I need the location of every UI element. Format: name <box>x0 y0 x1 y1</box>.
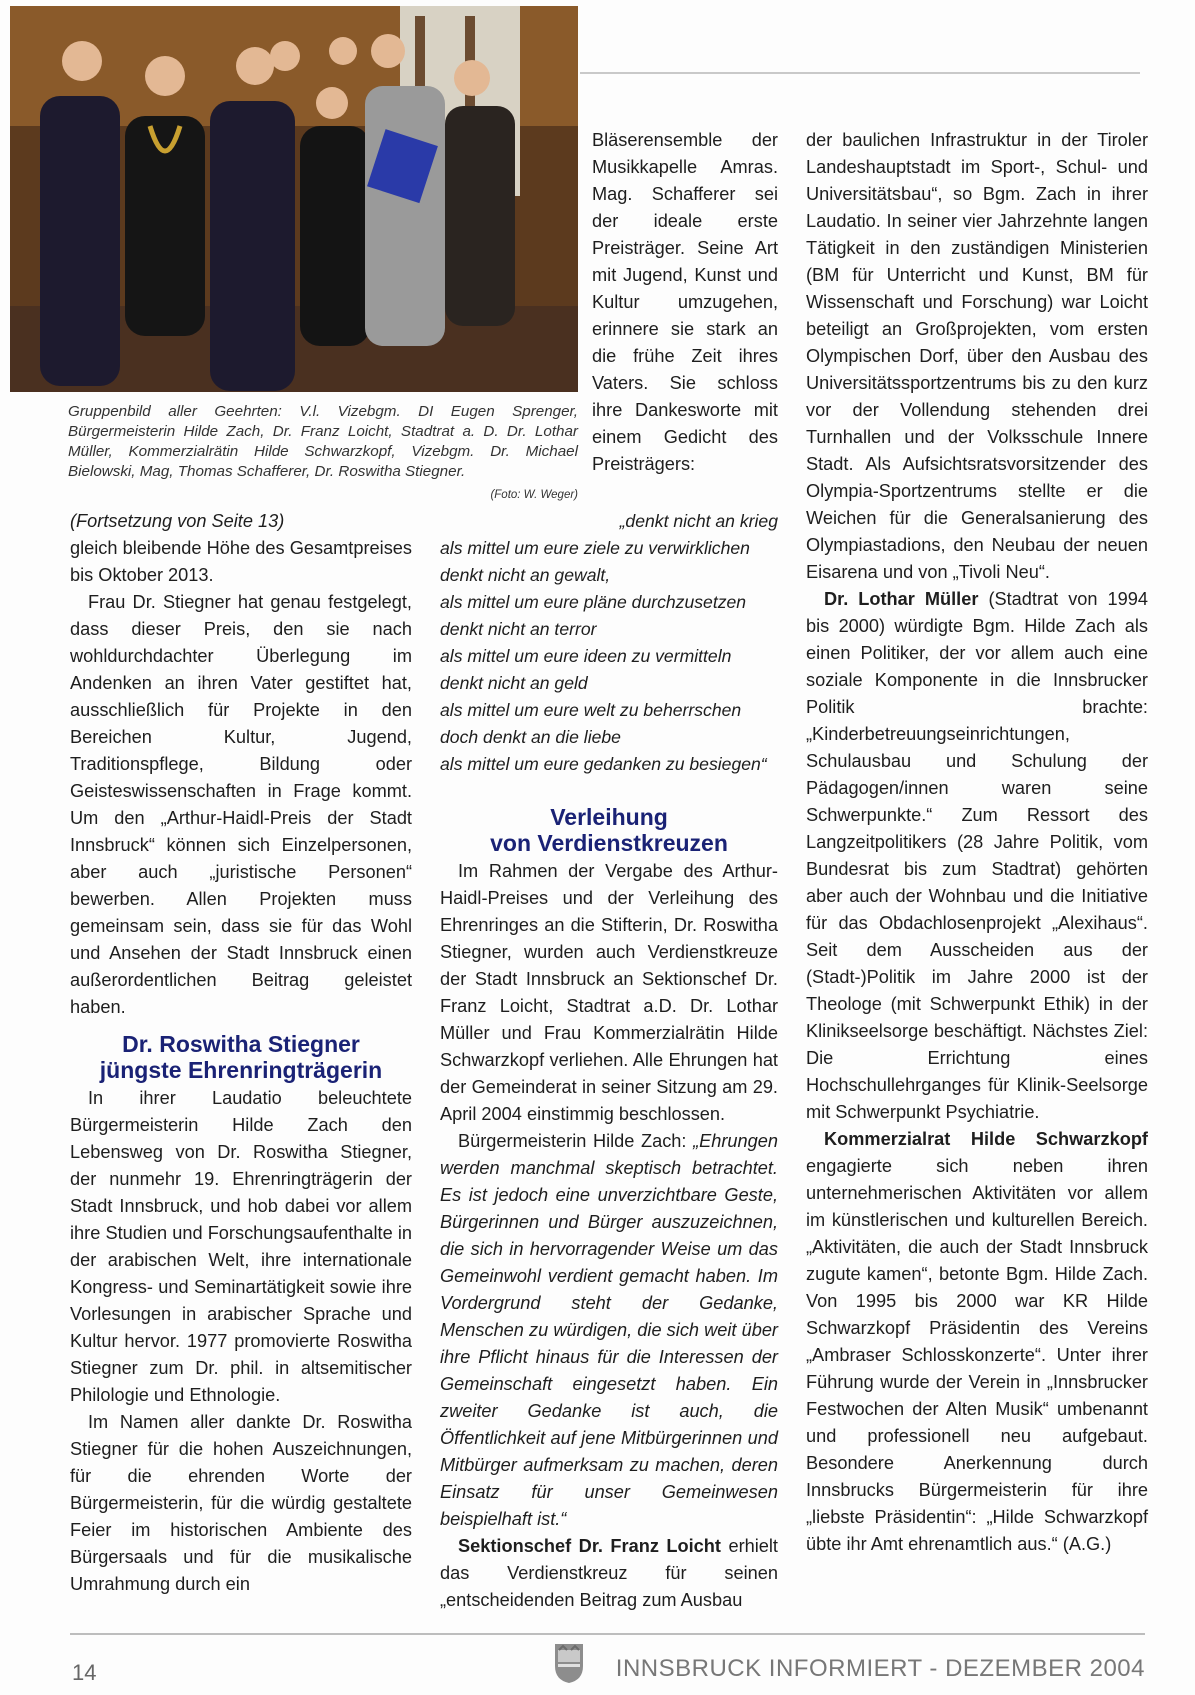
heading-line: von Verdienstkreuzen <box>490 830 728 856</box>
poem <box>440 508 778 778</box>
poem-line: doch denkt an die liebe <box>440 727 621 747</box>
column-2 <box>440 508 778 1614</box>
heading-line: jüngste Ehrenringträgerin <box>99 1057 383 1083</box>
poem-line: als mittel um eure welt zu beherrschen <box>440 700 742 720</box>
person-name: Sektionschef Dr. Franz Loicht <box>458 1536 721 1556</box>
paragraph: Im Rahmen der Vergabe des Arthur-Haidl-Preises und der Verleihung des Ehrenringes an die Stifterin, Dr. Roswitha Stiegner, wurden auch Verdienstkreuze der Stadt Innsbruck an Sektionschef Dr. Franz Loicht, Stadtrat a.D. Dr. Lothar Müller und Frau Kommerzialrätin Hilde Schwarzkopf verliehen. Alle Ehrungen hat der Gemeinderat in seiner Sitzung am 29. April 2004 einstimmig beschlossen. <box>440 861 778 1124</box>
paragraph-text: engagierte sich neben ihren unternehmerischen Aktivitäten vor allem im künstlerischen und kulturellen Bereich. „Aktivitäten, die auch der Stadt Innsbruck zugute kamen“, betonte Bgm. Hilde Zach. Von 1995 bis 2000 war KR Hilde Schwarzkopf Präsidentin des Vereins „Ambraser Schlosskonzerte“. Unter ihrer Führung wurde der Verein in „Innsbrucker Festwochen der Alten Musik“ umbenannt und professionell neu aufgebaut. Besondere Anerkennung durch Innsbrucks Bürgermeisterin für ihre „liebste Präsidentin“: „Hilde Schwarzkopf übte ihr Amt ehrenamtlich aus.“ (A.G.) <box>806 1156 1148 1554</box>
group-photo-image <box>10 6 578 392</box>
photo-caption: Gruppenbild aller Geehrten: V.l. Vizebgm. DI Eugen Sprenger, Bürgermeisterin Hilde Zach, Dr. Franz Loicht, Stadtrat a. D. Dr. Lothar Müller, Kommerzialrätin Hilde Schwarzkopf, Vizebgm. Dr. Michael Bielowski, Mag, Thomas Schafferer, Dr. Roswitha Stiegner. <box>68 403 578 480</box>
column-1 <box>70 508 412 1598</box>
paragraph: der baulichen Infrastruktur in der Tiroler Landeshauptstadt im Sport-, Schul- und Universitätsbau“, so Bgm. Zach in ihrer Laudatio. In seiner vier Jahrzehnte langen Tätigkeit in den zuständigen Ministerien (BM für Unterricht und Kunst, BM für Wissenschaft und Forschung) war Loicht beteiligt an Großprojekten, vom ersten Olympischen Dorf, über den Ausbau des Universitätssportzentrums bis zu den kurz vor der Vollendung stehenden drei Turnhallen und der Volksschule Innere Stadt. Als Aufsichtsratsvorsitzender des Olympia-Sportzentrums stellte er die Weichen für die Generalsanierung des Olympiastadions, den Neubau der neuen Eisarena und von „Tivoli Neu“. <box>806 130 1148 582</box>
paragraph: In ihrer Laudatio beleuchtete Bürgermeisterin Hilde Zach den Lebensweg von Dr. Roswitha Stiegner, der nunmehr 19. Ehrenringträgerin der Stadt Innsbruck, und hob dabei vor allem ihre Studien und Forschungsaufenthalte in der arabischen Welt, ihre internationale Kongress- und Seminartätigkeit sowie ihre Vorlesungen in arabischer Sprache und Kultur hervor. 1977 promovierte Roswitha Stiegner zum Dr. phil. in altsemitischer Philologie und Ethnologie. <box>70 1088 412 1405</box>
group-photo <box>10 6 578 392</box>
top-divider <box>580 72 1140 74</box>
paragraph <box>806 586 1148 1126</box>
footer-divider <box>70 1633 1145 1635</box>
paragraph: Im Namen aller dankte Dr. Roswitha Stiegner für die hohen Auszeichnungen, für die ehrenden Worte der Bürgermeisterin, für die würdig gestaltete Feier im historischen Ambiente des Bürgersaals und für die musikalische Umrahmung durch ein <box>70 1412 412 1594</box>
person-name: Kommerzialrat Hilde Schwarzkopf <box>824 1129 1148 1149</box>
heading-line: Verleihung <box>550 804 668 830</box>
publication-title: INNSBRUCK INFORMIERT - DEZEMBER 2004 <box>615 1655 1145 1682</box>
section-heading-verdienstkreuze <box>440 804 778 856</box>
poem-line: als mittel um eure gedanken zu besiegen“ <box>440 754 767 774</box>
paragraph: Bläserensemble der Musikkapelle Amras. Mag. Schafferer sei der ideale erste Preisträger. Seine Art mit Jugend, Kunst und Kultur umzugehen, erinnere sie stark an die frühe Zeit ihres Vaters. Sie schloss ihre Dankesworte mit einem Gedicht des Preisträgers: <box>592 130 778 474</box>
paragraph <box>440 1533 778 1614</box>
heading-line: Dr. Roswitha Stiegner <box>122 1031 360 1057</box>
coat-of-arms-icon <box>553 1642 585 1684</box>
paragraph-text: erhielt das Verdienstkreuz für seinen „entscheidenden Beitrag zum Ausbau <box>440 1536 778 1610</box>
poem-line: als mittel um eure pläne durchzusetzen <box>440 592 747 612</box>
photo-credit: (Foto: W. Weger) <box>490 489 578 501</box>
person-name: Dr. Lothar Müller <box>824 589 979 609</box>
poem-line: als mittel um eure ziele zu verwirklichen <box>440 538 750 558</box>
poem-line: „denkt nicht an krieg <box>619 511 778 531</box>
paragraph <box>806 1126 1148 1558</box>
page-number: 14 <box>72 1660 97 1685</box>
paragraph-text: (Stadtrat von 1994 bis 2000) würdigte Bgm. Hilde Zach als einen Politiker, der vor allem auch eine soziale Komponente in die Innsbrucker Politik brachte: „Kinderbetreuungseinrichtungen, Schulausbau und Schulung der Pädagogen/innen waren seine Schwerpunkte.“ Zum Ressort des Langzeitpolitikers (28 Jahre Politik, vom Bundesrat bis zum Stadtrat) gehörten aber auch der Wohnbau und die Initiative für das Obdachlosenprojekt „Alexihaus“. Seit dem Ausscheiden aus der (Stadt-)Politik im Jahre 2000 ist der Theologe (mit Schwerpunkt Ethik) in der Klinikseelsorge beschäftigt. Nächstes Ziel: Die Errichtung eines Hochschullehrganges für Klinik-Seelsorge mit Schwerpunkt Psychiatrie. <box>806 589 1148 1122</box>
column-3 <box>806 127 1148 1558</box>
quote-lead: Bürgermeisterin Hilde Zach: <box>458 1131 687 1151</box>
column-2-top <box>592 127 778 478</box>
paragraph <box>440 1128 778 1533</box>
poem-line: denkt nicht an gewalt, <box>440 565 611 585</box>
poem-line: denkt nicht an terror <box>440 619 597 639</box>
paragraph: Frau Dr. Stiegner hat genau festgelegt, dass dieser Preis, den sie nach wohldurchdachter Überlegung im Andenken an ihren Vater gestiftet hat, ausschließlich für Projekte in den Bereichen Kultur, Jugend, Traditionspflege, Bildung oder Geisteswissenschaften in Frage kommt. Um den „Arthur-Haidl-Preis der Stadt Innsbruck“ können sich Einzelpersonen, aber auch „juristische Personen“ bewerben. Allen Projekten muss gemeinsam sein, dass sie für das Wohl und Ansehen der Stadt Innsbruck einen außerordentlichen Beitrag geleistet haben. <box>70 592 412 1017</box>
continuation-note: (Fortsetzung von Seite 13) <box>70 511 285 531</box>
paragraph: gleich bleibende Höhe des Gesamtpreises bis Oktober 2013. <box>70 538 412 585</box>
section-heading-stiegner <box>70 1031 412 1083</box>
poem-line: denkt nicht an geld <box>440 673 588 693</box>
poem-line: als mittel um eure ideen zu vermitteln <box>440 646 732 666</box>
mayor-quote: „Ehrungen werden manchmal skeptisch betrachtet. Es ist jedoch eine unverzichtbare Geste, Bürgerinnen und Bürger auszuzeichnen, die sich in hervorragender Weise um das Gemeinwohl verdient gemacht haben. Im Vordergrund steht der Gedanke, Menschen zu würdigen, die sich weit über ihre Pflicht hinaus für die Interessen der Gemeinschaft eingesetzt haben. Ein zweiter Gedanke ist auch, die Öffentlichkeit auf jene Mitbürgerinnen und Mitbürger aufmerksam zu machen, deren Einsatz für unser Gemeinwesen beispielhaft ist.“ <box>440 1131 778 1529</box>
